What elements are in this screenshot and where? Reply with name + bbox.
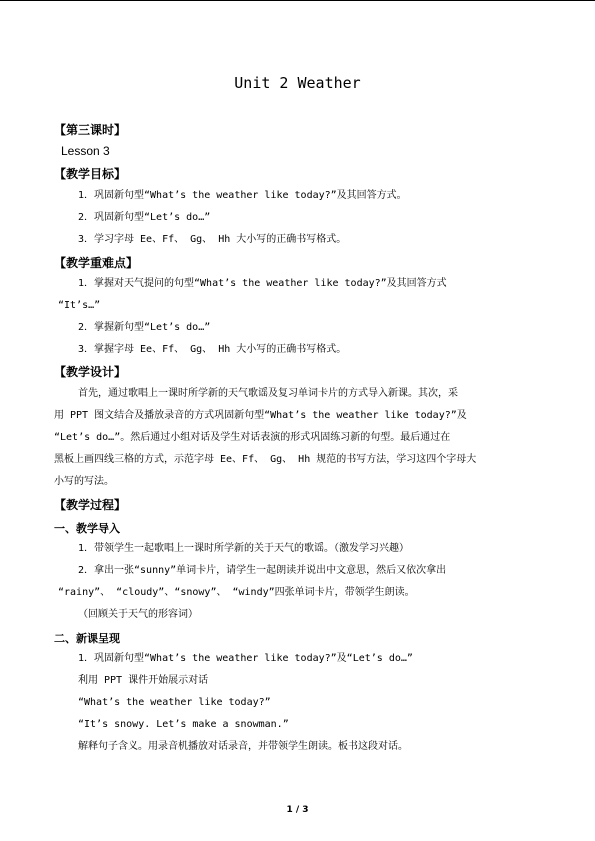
heading-period: 【第三课时】 bbox=[54, 123, 127, 137]
goal-item: 3．学习字母 Ee、Ff、 Gg、 Hh 大小写的正确书写格式。 bbox=[78, 234, 347, 245]
process-line: （回顾关于天气的形容词） bbox=[78, 609, 198, 620]
design-paragraph-line: “Let’s do…”。然后通过小组对话及学生对话表演的形式巩固练习新的句型。最后通过在 bbox=[54, 432, 451, 443]
heading-key-points: 【教学重难点】 bbox=[54, 256, 139, 270]
process-line: “What’s the weather like today?” bbox=[78, 697, 271, 708]
process-line: 利用 PPT 课件开始展示对话 bbox=[78, 675, 209, 686]
process-line: 2．拿出一张“sunny”单词卡片，请学生一起朗读并说出中文意思，然后又依次拿出 bbox=[78, 565, 447, 576]
page-number: 1 / 3 bbox=[286, 805, 309, 815]
design-paragraph-line: 首先，通过歌唱上一课时所学新的天气歌谣及复习单词卡片的方式导入新课。其次，采 bbox=[78, 388, 458, 399]
heading-lesson: Lesson 3 bbox=[61, 144, 110, 158]
heading-design: 【教学设计】 bbox=[54, 365, 127, 379]
process-line: 解释句子含义。用录音机播放对话录音，并带领学生朗读。板书这段对话。 bbox=[78, 741, 408, 752]
design-paragraph-line: 用 PPT 图文结合及播放录音的方式巩固新句型“What’s the weather like today?”及 bbox=[54, 410, 467, 421]
key-point-item: 3．掌握字母 Ee、Ff、 Gg、 Hh 大小写的正确书写格式。 bbox=[78, 344, 347, 355]
heading-process: 【教学过程】 bbox=[54, 498, 127, 512]
design-paragraph-line: 黑板上画四线三格的方式，示范字母 Ee、Ff、 Gg、 Hh 规范的书写方法，学习这四个字母大 bbox=[54, 454, 477, 465]
key-point-item: 2．掌握新句型“Let’s do…” bbox=[78, 322, 211, 333]
process-line: “rainy”、 “cloudy”、“snowy”、 “windy”四张单词卡片，带领学生朗读。 bbox=[58, 587, 415, 598]
process-line: 1．巩固新句型“What’s the weather like today?”及“Let’s do…” bbox=[78, 653, 413, 664]
heading-goals: 【教学目标】 bbox=[54, 167, 127, 181]
key-point-item: 1．掌握对天气提问的句型“What’s the weather like today?”及其回答方式 bbox=[78, 278, 447, 289]
process-step1-title: 一、教学导入 bbox=[54, 522, 120, 535]
goal-item: 1．巩固新句型“What’s the weather like today?”及其回答方式。 bbox=[78, 190, 407, 201]
process-line: 1．带领学生一起歌唱上一课时所学新的关于天气的歌谣。（激发学习兴趣） bbox=[78, 543, 410, 554]
document-title: Unit 2 Weather bbox=[234, 74, 361, 92]
design-paragraph-line: 小写的写法。 bbox=[54, 476, 114, 487]
process-line: “It’s snowy. Let’s make a snowman.” bbox=[78, 719, 289, 730]
process-step2-title: 二、新课呈现 bbox=[54, 632, 120, 645]
key-point-item: “It’s…” bbox=[58, 300, 101, 311]
goal-item: 2．巩固新句型“Let’s do…” bbox=[78, 212, 211, 223]
